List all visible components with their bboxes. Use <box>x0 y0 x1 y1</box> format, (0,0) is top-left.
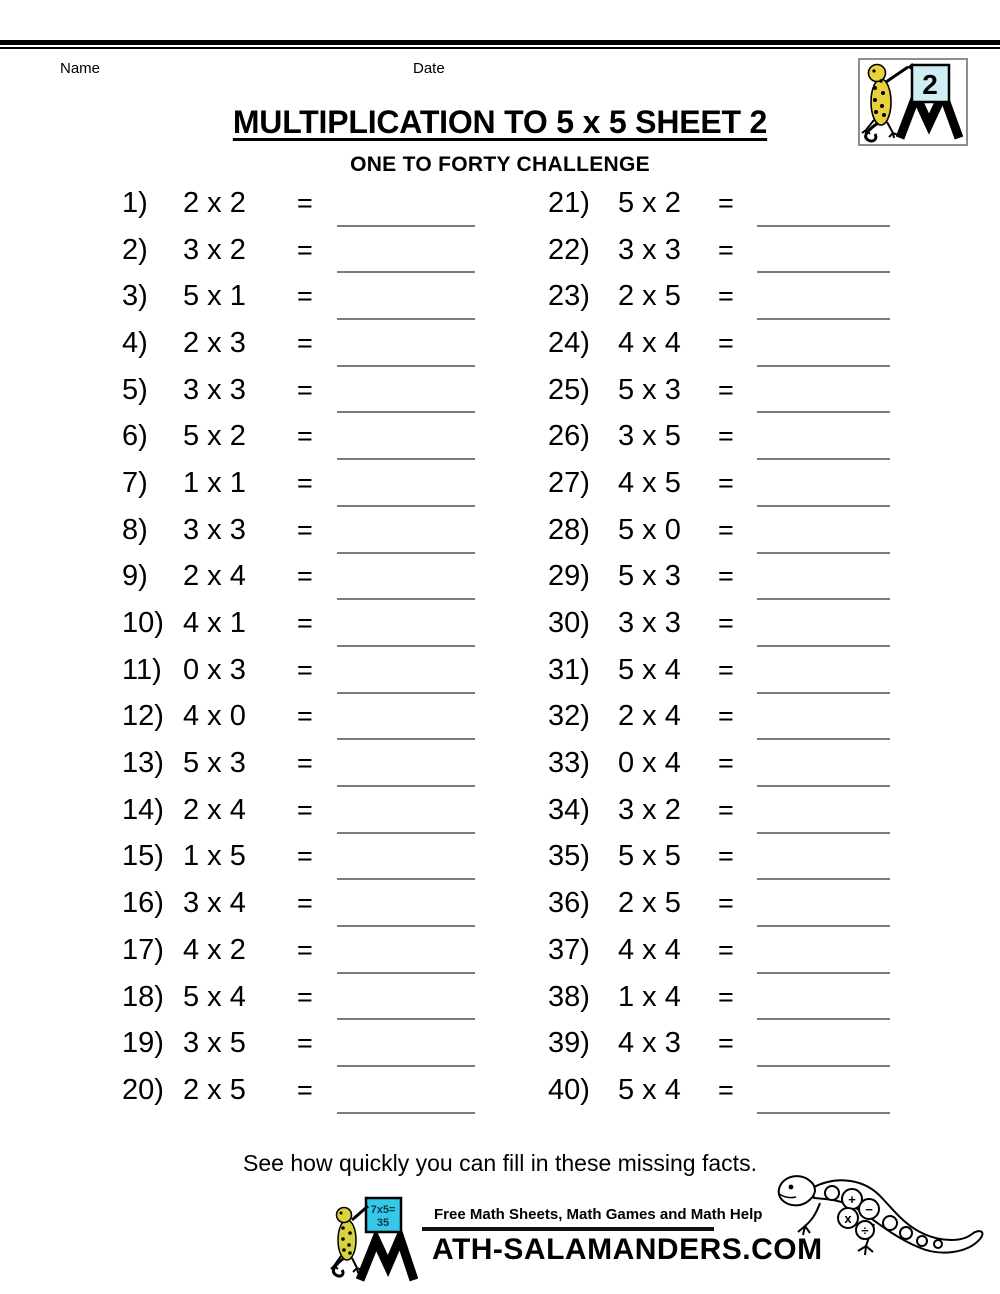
problem-row <box>548 273 890 320</box>
problem-row <box>122 413 475 460</box>
equals-sign: = <box>718 794 734 825</box>
problem-row <box>122 180 475 227</box>
problem-number: 11) <box>122 653 162 686</box>
multiply-icon: x <box>844 1211 852 1226</box>
problem-expression: 4 x 5 <box>618 466 681 499</box>
problem-expression: 4 x 1 <box>183 607 246 640</box>
problem-expression: 5 x 4 <box>183 980 246 1013</box>
problem-number: 17) <box>122 933 164 966</box>
problem-number: 27) <box>548 466 590 499</box>
problem-expression: 5 x 1 <box>183 280 246 313</box>
problem-expression: 3 x 5 <box>183 1027 246 1060</box>
equals-sign: = <box>718 1028 734 1059</box>
problem-expression: 5 x 0 <box>618 513 681 546</box>
problem-row <box>548 227 890 274</box>
answer-blank[interactable] <box>337 1112 475 1114</box>
site-name: ATH-SALAMANDERS.COM <box>432 1233 823 1266</box>
problem-row <box>548 974 890 1021</box>
problem-expression: 2 x 5 <box>618 887 681 920</box>
answer-blank[interactable] <box>337 318 475 320</box>
equals-sign: = <box>297 281 313 312</box>
answer-blank[interactable] <box>757 878 890 880</box>
problem-row <box>122 1020 475 1067</box>
problem-expression: 0 x 4 <box>618 747 681 780</box>
answer-blank[interactable] <box>757 1018 890 1020</box>
equals-sign: = <box>297 1074 313 1105</box>
answer-blank[interactable] <box>757 598 890 600</box>
problem-expression: 4 x 4 <box>618 933 681 966</box>
problem-number: 38) <box>548 980 590 1013</box>
equals-sign: = <box>718 234 734 265</box>
problem-row <box>122 507 475 554</box>
problem-number: 3) <box>122 280 148 313</box>
problem-expression: 2 x 4 <box>183 793 246 826</box>
problem-expression: 2 x 5 <box>618 280 681 313</box>
answer-blank[interactable] <box>757 645 890 647</box>
answer-blank[interactable] <box>757 692 890 694</box>
answer-blank[interactable] <box>337 271 475 273</box>
problem-row <box>122 834 475 881</box>
problem-expression: 4 x 0 <box>183 700 246 733</box>
equals-sign: = <box>297 374 313 405</box>
equals-sign: = <box>297 421 313 452</box>
problem-row <box>548 554 890 601</box>
problem-number: 35) <box>548 840 590 873</box>
equals-sign: = <box>297 981 313 1012</box>
problem-number: 6) <box>122 420 148 453</box>
answer-blank[interactable] <box>757 1112 890 1114</box>
problem-number: 24) <box>548 326 590 359</box>
problem-number: 20) <box>122 1073 164 1106</box>
problem-number: 2) <box>122 233 148 266</box>
answer-blank[interactable] <box>757 738 890 740</box>
problem-row <box>122 554 475 601</box>
answer-blank[interactable] <box>337 1065 475 1067</box>
equals-sign: = <box>718 327 734 358</box>
problem-number: 4) <box>122 326 148 359</box>
problem-number: 40) <box>548 1073 590 1106</box>
problem-expression: 2 x 2 <box>183 186 246 219</box>
problem-number: 13) <box>122 747 164 780</box>
logo-m-icon <box>360 1238 414 1280</box>
equals-sign: = <box>297 701 313 732</box>
answer-blank[interactable] <box>337 365 475 367</box>
problem-expression: 5 x 5 <box>618 840 681 873</box>
problem-row <box>548 460 890 507</box>
problem-expression: 5 x 4 <box>618 653 681 686</box>
problem-row <box>122 787 475 834</box>
problem-expression: 5 x 3 <box>183 747 246 780</box>
problem-row <box>548 647 890 694</box>
chalkboard-line2: 35 <box>376 1217 390 1229</box>
problem-row <box>548 413 890 460</box>
equals-sign: = <box>297 794 313 825</box>
problem-expression: 4 x 3 <box>618 1027 681 1060</box>
answer-blank[interactable] <box>337 411 475 413</box>
problem-expression: 3 x 3 <box>183 373 246 406</box>
problem-row <box>548 787 890 834</box>
equals-sign: = <box>718 608 734 639</box>
answer-blank[interactable] <box>337 225 475 227</box>
problem-row <box>548 180 890 227</box>
plus-icon: + <box>848 1192 856 1207</box>
equals-sign: = <box>718 514 734 545</box>
footer-message: See how quickly you can fill in these missing facts. <box>243 1150 757 1176</box>
problem-number: 8) <box>122 513 148 546</box>
equals-sign: = <box>297 888 313 919</box>
problem-expression: 5 x 3 <box>618 560 681 593</box>
header-rule-thick <box>0 40 1000 45</box>
problem-number: 10) <box>122 607 164 640</box>
problem-row <box>122 647 475 694</box>
equals-sign: = <box>718 934 734 965</box>
problem-expression: 4 x 4 <box>618 326 681 359</box>
problem-number: 23) <box>548 280 590 313</box>
equals-sign: = <box>297 654 313 685</box>
site-logo-icon <box>330 1194 418 1286</box>
equals-sign: = <box>718 187 734 218</box>
equals-sign: = <box>718 888 734 919</box>
answer-blank[interactable] <box>757 552 890 554</box>
problem-expression: 1 x 1 <box>183 466 246 499</box>
problem-number: 37) <box>548 933 590 966</box>
problem-number: 26) <box>548 420 590 453</box>
answer-blank[interactable] <box>757 925 890 927</box>
problem-number: 22) <box>548 233 590 266</box>
problem-expression: 3 x 3 <box>618 607 681 640</box>
equals-sign: = <box>297 934 313 965</box>
problem-row <box>548 367 890 414</box>
equals-sign: = <box>297 467 313 498</box>
answer-blank[interactable] <box>757 1065 890 1067</box>
problem-row <box>122 927 475 974</box>
problem-row <box>548 507 890 554</box>
problem-number: 18) <box>122 980 164 1013</box>
answer-blank[interactable] <box>337 552 475 554</box>
equals-sign: = <box>718 654 734 685</box>
answer-blank[interactable] <box>757 411 890 413</box>
math-gecko-icon <box>770 1166 992 1268</box>
problem-row <box>122 460 475 507</box>
answer-blank[interactable] <box>337 925 475 927</box>
answer-blank[interactable] <box>337 1018 475 1020</box>
problem-expression: 3 x 3 <box>183 513 246 546</box>
problem-number: 34) <box>548 793 590 826</box>
problem-expression: 2 x 4 <box>618 700 681 733</box>
problem-row <box>548 320 890 367</box>
answer-blank[interactable] <box>337 785 475 787</box>
answer-blank[interactable] <box>757 458 890 460</box>
problem-row <box>122 367 475 414</box>
problem-number: 25) <box>548 373 590 406</box>
equals-sign: = <box>718 374 734 405</box>
equals-sign: = <box>297 841 313 872</box>
answer-blank[interactable] <box>337 878 475 880</box>
problem-row <box>122 320 475 367</box>
site-logo <box>330 1194 823 1286</box>
site-tagline: Free Math Sheets, Math Games and Math Help <box>434 1206 763 1223</box>
page-title: MULTIPLICATION TO 5 x 5 SHEET 2 <box>232 104 768 140</box>
equals-sign: = <box>718 561 734 592</box>
problem-expression: 3 x 3 <box>618 233 681 266</box>
answer-blank[interactable] <box>757 271 890 273</box>
equals-sign: = <box>718 701 734 732</box>
problem-row <box>122 273 475 320</box>
problem-expression: 3 x 2 <box>183 233 246 266</box>
problem-row <box>548 694 890 741</box>
equals-sign: = <box>297 187 313 218</box>
site-logo-text <box>422 1194 823 1267</box>
problem-expression: 5 x 4 <box>618 1073 681 1106</box>
problem-expression: 3 x 2 <box>618 793 681 826</box>
divide-icon: ÷ <box>861 1223 869 1238</box>
problem-number: 7) <box>122 466 148 499</box>
problem-expression: 1 x 4 <box>618 980 681 1013</box>
problem-row <box>122 227 475 274</box>
sheet-number: 2 <box>922 69 938 100</box>
answer-blank[interactable] <box>337 645 475 647</box>
problems-column-right <box>548 180 890 1114</box>
answer-blank[interactable] <box>757 225 890 227</box>
problem-expression: 3 x 5 <box>618 420 681 453</box>
problem-number: 1) <box>122 186 148 219</box>
equals-sign: = <box>297 1028 313 1059</box>
equals-sign: = <box>718 841 734 872</box>
problem-row <box>548 740 890 787</box>
problem-row <box>122 740 475 787</box>
page-subtitle: ONE TO FORTY CHALLENGE <box>350 153 650 176</box>
problem-row <box>548 1020 890 1067</box>
header-rule-thin <box>0 47 1000 49</box>
problem-number: 5) <box>122 373 148 406</box>
problem-expression: 2 x 5 <box>183 1073 246 1106</box>
answer-blank[interactable] <box>757 972 890 974</box>
equals-sign: = <box>297 561 313 592</box>
answer-blank[interactable] <box>337 505 475 507</box>
problem-row <box>122 600 475 647</box>
problem-number: 31) <box>548 653 590 686</box>
problem-number: 9) <box>122 560 148 593</box>
equals-sign: = <box>297 234 313 265</box>
problem-number: 36) <box>548 887 590 920</box>
answer-blank[interactable] <box>757 785 890 787</box>
answer-blank[interactable] <box>337 738 475 740</box>
problem-expression: 5 x 2 <box>618 186 681 219</box>
problem-number: 12) <box>122 700 164 733</box>
site-logo-rule <box>422 1227 714 1231</box>
answer-blank[interactable] <box>337 832 475 834</box>
problem-number: 39) <box>548 1027 590 1060</box>
problem-number: 28) <box>548 513 590 546</box>
equals-sign: = <box>718 981 734 1012</box>
problem-expression: 0 x 3 <box>183 653 246 686</box>
minus-icon: − <box>865 1202 873 1217</box>
equals-sign: = <box>718 281 734 312</box>
equals-sign: = <box>718 1074 734 1105</box>
problem-expression: 4 x 2 <box>183 933 246 966</box>
equals-sign: = <box>297 514 313 545</box>
answer-blank[interactable] <box>757 505 890 507</box>
problem-number: 16) <box>122 887 164 920</box>
problem-number: 14) <box>122 793 164 826</box>
problem-row <box>548 880 890 927</box>
problem-expression: 5 x 3 <box>618 373 681 406</box>
equals-sign: = <box>297 327 313 358</box>
problem-row <box>122 974 475 1021</box>
answer-blank[interactable] <box>757 832 890 834</box>
problems-column-left <box>122 180 475 1114</box>
name-label: Name <box>60 60 101 77</box>
problem-expression: 1 x 5 <box>183 840 246 873</box>
problem-number: 30) <box>548 607 590 640</box>
problem-number: 32) <box>548 700 590 733</box>
equals-sign: = <box>718 421 734 452</box>
problem-expression: 2 x 4 <box>183 560 246 593</box>
problem-number: 29) <box>548 560 590 593</box>
answer-blank[interactable] <box>337 458 475 460</box>
problem-row <box>548 1067 890 1114</box>
chalkboard-line1: 7x5= <box>370 1204 396 1216</box>
problem-expression: 2 x 3 <box>183 326 246 359</box>
answer-blank[interactable] <box>337 692 475 694</box>
problem-expression: 3 x 4 <box>183 887 246 920</box>
problem-number: 19) <box>122 1027 164 1060</box>
equals-sign: = <box>297 748 313 779</box>
problem-row <box>548 600 890 647</box>
problem-number: 21) <box>548 186 590 219</box>
problem-expression: 5 x 2 <box>183 420 246 453</box>
problem-number: 15) <box>122 840 164 873</box>
equals-sign: = <box>718 467 734 498</box>
problem-row <box>122 694 475 741</box>
equals-sign: = <box>718 748 734 779</box>
date-label: Date <box>413 60 445 77</box>
equals-sign: = <box>297 608 313 639</box>
answer-blank[interactable] <box>337 972 475 974</box>
problem-row <box>122 880 475 927</box>
problem-number: 33) <box>548 747 590 780</box>
answer-blank[interactable] <box>337 598 475 600</box>
answer-blank[interactable] <box>757 365 890 367</box>
answer-blank[interactable] <box>757 318 890 320</box>
problem-row <box>548 834 890 881</box>
problem-row <box>122 1067 475 1114</box>
problem-row <box>548 927 890 974</box>
